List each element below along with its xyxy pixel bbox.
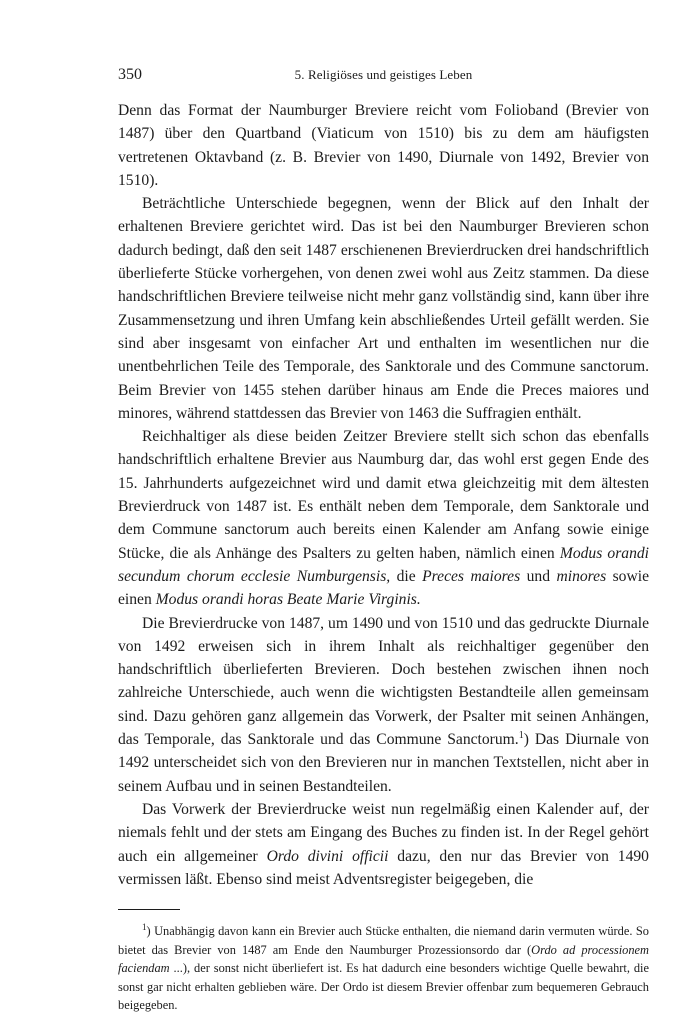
paragraph-5-text-1: Das Vorwerk der Brevierdrucke weist nun regelmäßig einen Kalender auf, der niemals fehlt und der stets am Eingang des Buches zu finden ist. In der Regel gehört auch ein allgemeiner	[118, 800, 649, 865]
paragraph-4-text-2: ) Das Diurnale von 1492 unterscheidet sich von den Brevieren nur in manchen Textstellen, nicht aber in seinem Aufbau und in seinen Bestandteilen.	[118, 731, 649, 795]
paragraph-3-text-1: Reichhaltiger als diese beiden Zeitzer Breviere stellt sich schon das ebenfalls handschriftlich erhaltene Brevier aus Naumburg dar, das wohl erst gegen Ende des 15. Jahrhunderts aufgezeichnet wird und damit etwa gleichzeitig mit dem ältesten Brevierdruck von 1487 ist. Es enthält neben dem Temporale, dem Sanktorale und dem Commune sanctorum auch bereits einen Kalender am Anfang sowie einige Stücke, die als Anhänge des Psalters zu gelten haben, nämlich einen	[118, 428, 649, 562]
paragraph-5	[118, 798, 649, 891]
paragraph-3-italic-minores: minores	[556, 567, 607, 585]
footnote-text-1: ) Unabhängig davon kann ein Brevier auch Stücke enthalten, die niemand darin vermuten würde. So bietet das Brevier von 1487 am Ende den Naumburger Prozessionsordo dar (	[118, 924, 649, 957]
page-number: 350	[118, 66, 142, 83]
paragraph-5-text-2: dazu, den nur das Brevier von 1490 vermissen läßt. Ebenso sind meist Adventsregister beigegeben, die	[118, 847, 649, 888]
footnote-reference[interactable]: 1	[518, 729, 524, 741]
footnote-italic-ordo: Ordo ad processionem faciendam	[118, 942, 650, 976]
paragraph-1: Denn das Format der Naumburger Breviere reicht vom Folioband (Brevier von 1487) über den Quartband (Viaticum von 1510) bis zu dem am häufigsten vertretenen Oktavband (z. B. Brevier von 1490, Diurnale von 1492, Brevier von 1510).	[118, 102, 649, 189]
paragraph-5-italic-ordo: Ordo divini officii	[266, 847, 389, 865]
running-head	[118, 66, 649, 88]
paragraph-3-text-4: sowie einen	[118, 567, 649, 609]
footnote	[118, 922, 649, 1015]
body-text	[118, 99, 649, 891]
footnote-divider	[118, 909, 180, 910]
running-title: 5. Religiöses und geistiges Leben	[294, 67, 473, 82]
paragraph-3-italic-modus-horas: Modus orandi horas Beate Marie Virginis.	[155, 591, 421, 609]
footnote-text-2: ...), der sonst nicht überliefert ist. Es hat dadurch eine besonders wichtige Quelle bewahrt, die sonst gar nicht erhalten geblieben wäre. Der Ordo ist diesem Brevier offenbar zum bequemeren Gebrauch beigegeben.	[118, 961, 649, 1013]
paragraph-4	[118, 612, 649, 798]
paragraph-3-italic-modus-orandi: Modus orandi secundum chorum ecclesie Numburgensis,	[118, 544, 649, 585]
footnote-mark: 1	[142, 921, 147, 932]
paragraph-3-text-3: und	[520, 567, 557, 585]
book-page	[118, 66, 649, 1015]
paragraph-4-text-1: Die Brevierdrucke von 1487, um 1490 und von 1510 und das gedruckte Diurnale von 1492 erweisen sich in ihrem Inhalt als reichhaltiger gegenüber den handschriftlich überlieferten Brevieren. Doch bestehen zwischen ihnen noch zahlreiche Unterschiede, auch wenn die wichtigsten Bestandteile allen gemeinsam sind. Dazu gehören ganz allgemein das Vorwerk, der Psalter mit seinen Anhängen, das Temporale, das Sanktorale und das Commune Sanctorum.	[118, 614, 649, 749]
paragraph-3-italic-preces-maiores: Preces maiores	[422, 567, 521, 585]
paragraph-3	[118, 425, 649, 611]
footnote-text	[118, 922, 649, 1015]
paragraph-2: Beträchtliche Unterschiede begegnen, wenn der Blick auf den Inhalt der erhaltenen Breviere gerichtet wird. Das ist bei den Naumburger Brevieren schon dadurch bedingt, daß den seit 1487 erschienenen Brevierdrucken drei handschriftlich überlieferte Stücke vorhergehen, von denen zwei wohl aus Zeitz stammen. Da diese handschriftlichen Breviere teilweise nicht mehr ganz vollständig sind, kann über ihre Zusammensetzung und ihren Umfang kein abschließendes Urteil gefällt werden. Sie sind aber insgesamt von einfacher Art und enthalten im wesentlichen nur die unentbehrlichen Teile des Temporale, des Sanktorale und des Commune sanctorum. Beim Brevier von 1455 stehen darüber hinaus am Ende die Preces maiores und minores, während stattdessen das Brevier von 1463 die Suffragien enthält.	[118, 195, 649, 422]
paragraph-3-text-2: die	[390, 567, 423, 585]
